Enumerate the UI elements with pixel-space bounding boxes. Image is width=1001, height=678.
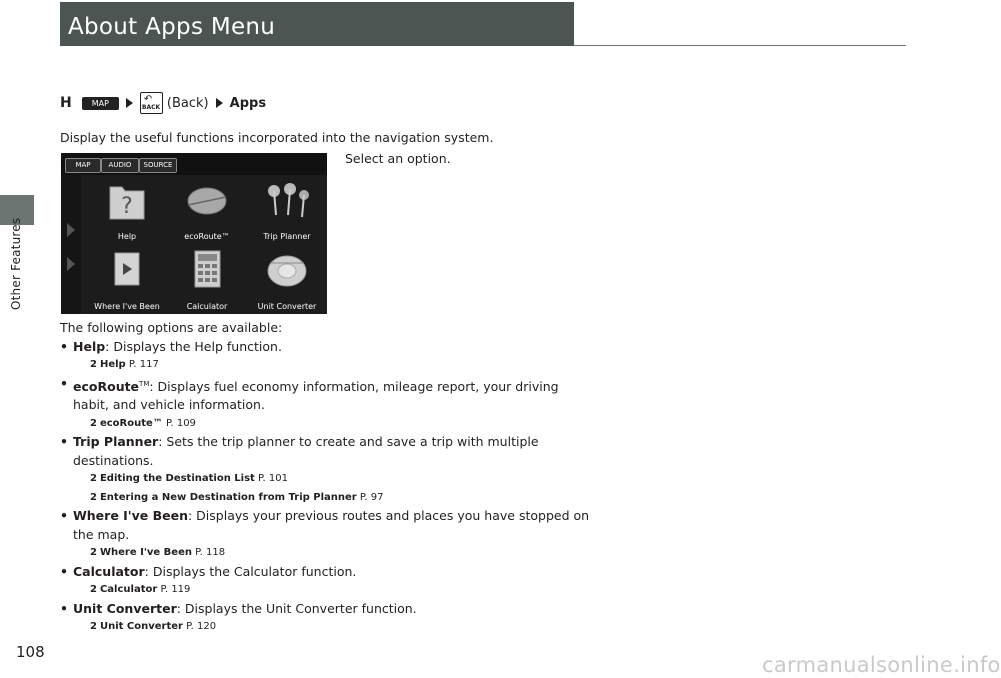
side-section-label: Other Features <box>9 217 23 310</box>
options-intro: The following options are available: <box>60 320 283 335</box>
cross-reference <box>60 356 589 375</box>
ref-page: P. 101 <box>258 473 288 485</box>
option-name: ecoRoute <box>73 378 140 394</box>
ref-page: P. 119 <box>160 584 191 596</box>
option-name: Calculator <box>73 563 145 579</box>
options-section <box>60 319 589 637</box>
bullet-icon: • <box>60 434 68 450</box>
trademark-sup: TM <box>139 379 150 388</box>
option-desc: : Displays your previous routes and places you have stopped on <box>188 508 590 524</box>
svg-text:?: ? <box>121 194 133 219</box>
back-button-icon: ↶ BACK <box>140 92 163 114</box>
bullet-icon: • <box>60 600 68 616</box>
history-icon <box>96 249 158 295</box>
option-name: Help <box>73 338 106 354</box>
app-help <box>96 179 158 241</box>
calculator-icon <box>176 249 238 295</box>
option-help <box>60 338 589 357</box>
cross-reference <box>60 581 589 600</box>
option-calculator <box>60 563 589 582</box>
bullet-icon: • <box>60 563 68 579</box>
option-trip-planner <box>60 433 589 470</box>
ref-page: P. 120 <box>186 621 217 633</box>
cross-reference <box>60 618 589 637</box>
select-instruction: Select an option. <box>345 151 451 166</box>
ref-label: Help <box>99 359 126 370</box>
cross-reference <box>60 489 589 508</box>
option-name: Unit Converter <box>73 600 177 616</box>
scroll-arrow-icon <box>67 257 75 271</box>
description: Display the useful functions incorporated into the navigation system. <box>60 130 494 145</box>
option-name: Trip Planner <box>73 434 159 450</box>
option-where-ive-been <box>60 507 589 544</box>
ref-page: P. 117 <box>128 359 159 370</box>
cross-reference <box>60 470 589 489</box>
title-rule <box>574 45 906 46</box>
app-where-ive-been <box>96 249 158 311</box>
scroll-arrow-icon <box>67 223 75 237</box>
option-desc: : Displays fuel economy information, mileage report, your driving <box>149 378 559 394</box>
back-label: (Back) <box>166 95 209 111</box>
option-desc: : Displays the Help function. <box>105 338 282 354</box>
app-calculator <box>176 249 238 311</box>
apps-label: Apps <box>229 95 267 111</box>
app-label: Unit Converter <box>257 302 317 311</box>
ref-label: ecoRoute™ <box>99 417 163 429</box>
cross-reference <box>60 544 589 563</box>
ref-page: P. 109 <box>166 417 196 429</box>
app-label: ecoRoute™ <box>184 232 230 241</box>
app-ecoroute <box>176 179 238 241</box>
option-desc: : Sets the trip planner to create and save a trip with multiple <box>158 434 539 450</box>
option-desc-cont: habit, and vehicle information. <box>73 397 265 413</box>
ref-page: P. 118 <box>195 547 226 559</box>
ref-page: P. 97 <box>359 491 384 503</box>
option-ecoroute <box>60 375 589 415</box>
screen-tab-audio: AUDIO <box>101 158 139 173</box>
option-unit-converter <box>60 600 589 619</box>
path-arrow-icon <box>126 98 133 108</box>
bullet-icon: • <box>60 508 68 524</box>
apps-screen-image <box>61 153 327 314</box>
map-button-icon: MAP <box>82 97 119 110</box>
watermark: carmanualsonline.info <box>762 653 1001 677</box>
ref-label: Entering a New Destination from Trip Planner <box>99 491 357 503</box>
option-desc: : Displays the Calculator function. <box>144 563 357 579</box>
reference-icon: 2 <box>90 417 97 429</box>
option-desc: : Displays the Unit Converter function. <box>176 600 417 616</box>
reference-icon: 2 <box>90 359 97 370</box>
navigation-path <box>60 92 266 114</box>
help-icon <box>96 179 158 225</box>
app-trip-planner <box>256 179 318 241</box>
option-name: Where I've Been <box>73 508 188 524</box>
page-title: About Apps Menu <box>68 14 276 40</box>
reference-icon: 2 <box>90 584 97 596</box>
path-arrow-icon <box>216 98 223 108</box>
reference-icon: 2 <box>90 473 97 485</box>
option-desc-cont: destinations. <box>73 452 154 468</box>
home-icon: H <box>60 95 72 111</box>
app-label: Calculator <box>186 302 228 311</box>
screen-tab-source: SOURCE <box>139 158 177 173</box>
app-label: Help <box>117 232 137 241</box>
ref-label: Calculator <box>99 584 158 596</box>
screen-scroll-bar <box>61 175 81 314</box>
bullet-icon: • <box>60 375 68 391</box>
reference-icon: 2 <box>90 547 97 559</box>
pushpin-icon <box>256 179 318 225</box>
reference-icon: 2 <box>90 491 97 503</box>
ref-label: Where I've Been <box>99 547 192 559</box>
bullet-icon: • <box>60 338 68 354</box>
screen-tab-map: MAP <box>65 158 101 173</box>
ref-label: Editing the Destination List <box>99 473 255 485</box>
ref-label: Unit Converter <box>99 621 183 633</box>
tape-measure-icon <box>256 249 318 295</box>
app-unit-converter <box>256 249 318 311</box>
cross-reference <box>60 415 589 434</box>
option-desc-cont: the map. <box>73 526 130 542</box>
leaf-icon <box>176 179 238 225</box>
app-label: Trip Planner <box>263 232 311 241</box>
reference-icon: 2 <box>90 621 97 633</box>
page-number: 108 <box>16 643 45 661</box>
app-label: Where I've Been <box>94 302 160 311</box>
